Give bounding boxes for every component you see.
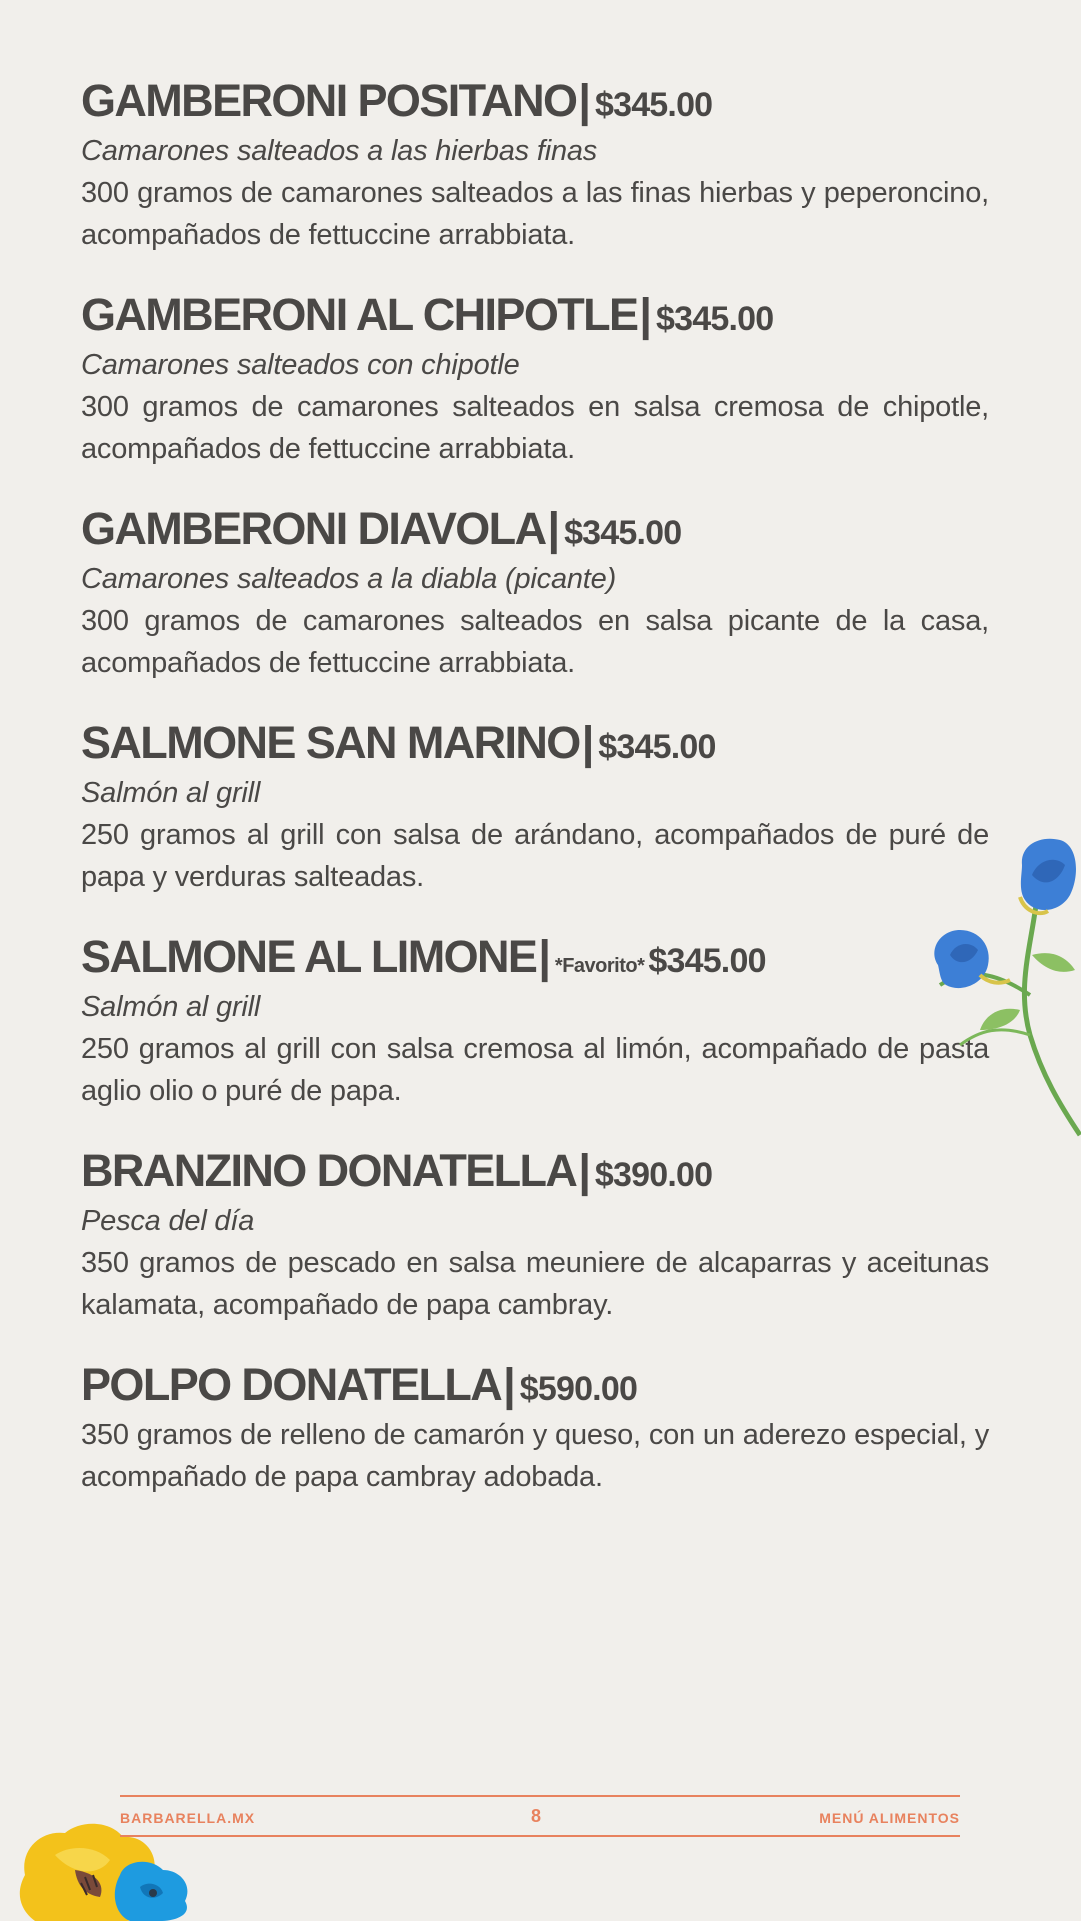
menu-item — [81, 500, 989, 684]
item-name: BRANZINO DONATELLA — [81, 1145, 577, 1196]
footer-website: BARBARELLA.MX — [120, 1810, 256, 1826]
item-price: $345.00 — [594, 86, 713, 124]
item-subtitle: Salmón al grill — [81, 991, 261, 1023]
item-description: 300 gramos de camarones salteados en salsa cremosa de chipotle, acompañados de fettuccine arrabbiata. — [81, 391, 989, 465]
title-separator: | — [547, 503, 561, 554]
footer-section: MENÚ ALIMENTOS — [819, 1810, 960, 1826]
item-name: SALMONE SAN MARINO — [81, 717, 580, 768]
item-title-line — [81, 500, 989, 558]
title-separator: | — [578, 1145, 591, 1196]
item-description: 250 gramos al grill con salsa cremosa al limón, acompañado de pasta aglio olio o puré de papa. — [81, 1033, 989, 1107]
item-title-line — [81, 928, 989, 986]
item-description: 350 gramos de relleno de camarón y queso, con un aderezo especial, y acompañado de papa cambray adobada. — [81, 1419, 989, 1493]
item-name: GAMBERONI POSITANO — [81, 75, 577, 126]
item-subtitle: Camarones salteados a las hierbas finas — [81, 135, 598, 167]
item-price: $345.00 — [656, 300, 774, 338]
favorite-note: *Favorito* — [554, 955, 645, 977]
menu-item — [81, 1142, 989, 1326]
item-title-line — [81, 1356, 989, 1414]
item-title-line — [81, 1142, 989, 1200]
menu-list — [81, 72, 989, 1528]
item-title-line — [81, 286, 989, 344]
title-separator: | — [503, 1359, 516, 1410]
item-description: 300 gramos de camarones salteados en salsa picante de la casa, acompañados de fettuccine arrabbiata. — [81, 605, 989, 679]
menu-item — [81, 1356, 989, 1498]
item-price: $390.00 — [594, 1156, 713, 1194]
item-subtitle: Camarones salteados con chipotle — [81, 349, 520, 381]
item-title-line — [81, 714, 989, 772]
menu-item — [81, 286, 989, 470]
item-title-line — [81, 72, 989, 130]
item-name: GAMBERONI AL CHIPOTLE — [81, 289, 638, 340]
menu-item — [81, 714, 989, 898]
menu-item — [81, 72, 989, 256]
title-separator: | — [581, 717, 595, 768]
item-description: 250 gramos al grill con salsa de arándano, acompañados de puré de papa y verduras salteadas. — [81, 819, 989, 893]
item-name: POLPO DONATELLA — [81, 1359, 502, 1410]
footer-bottom-line — [120, 1835, 960, 1837]
blue-flower-icon — [920, 835, 1081, 1140]
item-subtitle: Camarones salteados a la diabla (picante) — [81, 563, 617, 595]
item-price: $345.00 — [564, 514, 682, 552]
item-description: 350 gramos de pescado en salsa meuniere de alcaparras y aceitunas kalamata, acompañado de papa cambray. — [81, 1247, 989, 1321]
item-price: $345.00 — [598, 728, 716, 766]
title-separator: | — [639, 289, 653, 340]
footer-top-line — [120, 1795, 960, 1797]
yellow-flower-icon — [15, 1815, 200, 1921]
item-name: SALMONE AL LIMONE — [81, 931, 537, 982]
item-subtitle: Salmón al grill — [81, 777, 261, 809]
item-price: $345.00 — [648, 942, 766, 980]
item-subtitle: Pesca del día — [81, 1205, 255, 1237]
item-price: $590.00 — [519, 1370, 638, 1408]
menu-item — [81, 928, 989, 1112]
title-separator: | — [578, 75, 591, 126]
item-description: 300 gramos de camarones salteados a las finas hierbas y peperoncino, acompañados de fettuccine arrabbiata. — [81, 177, 989, 251]
page-number: 8 — [531, 1806, 542, 1826]
title-separator: | — [538, 931, 551, 982]
item-name: GAMBERONI DIAVOLA — [81, 503, 546, 554]
